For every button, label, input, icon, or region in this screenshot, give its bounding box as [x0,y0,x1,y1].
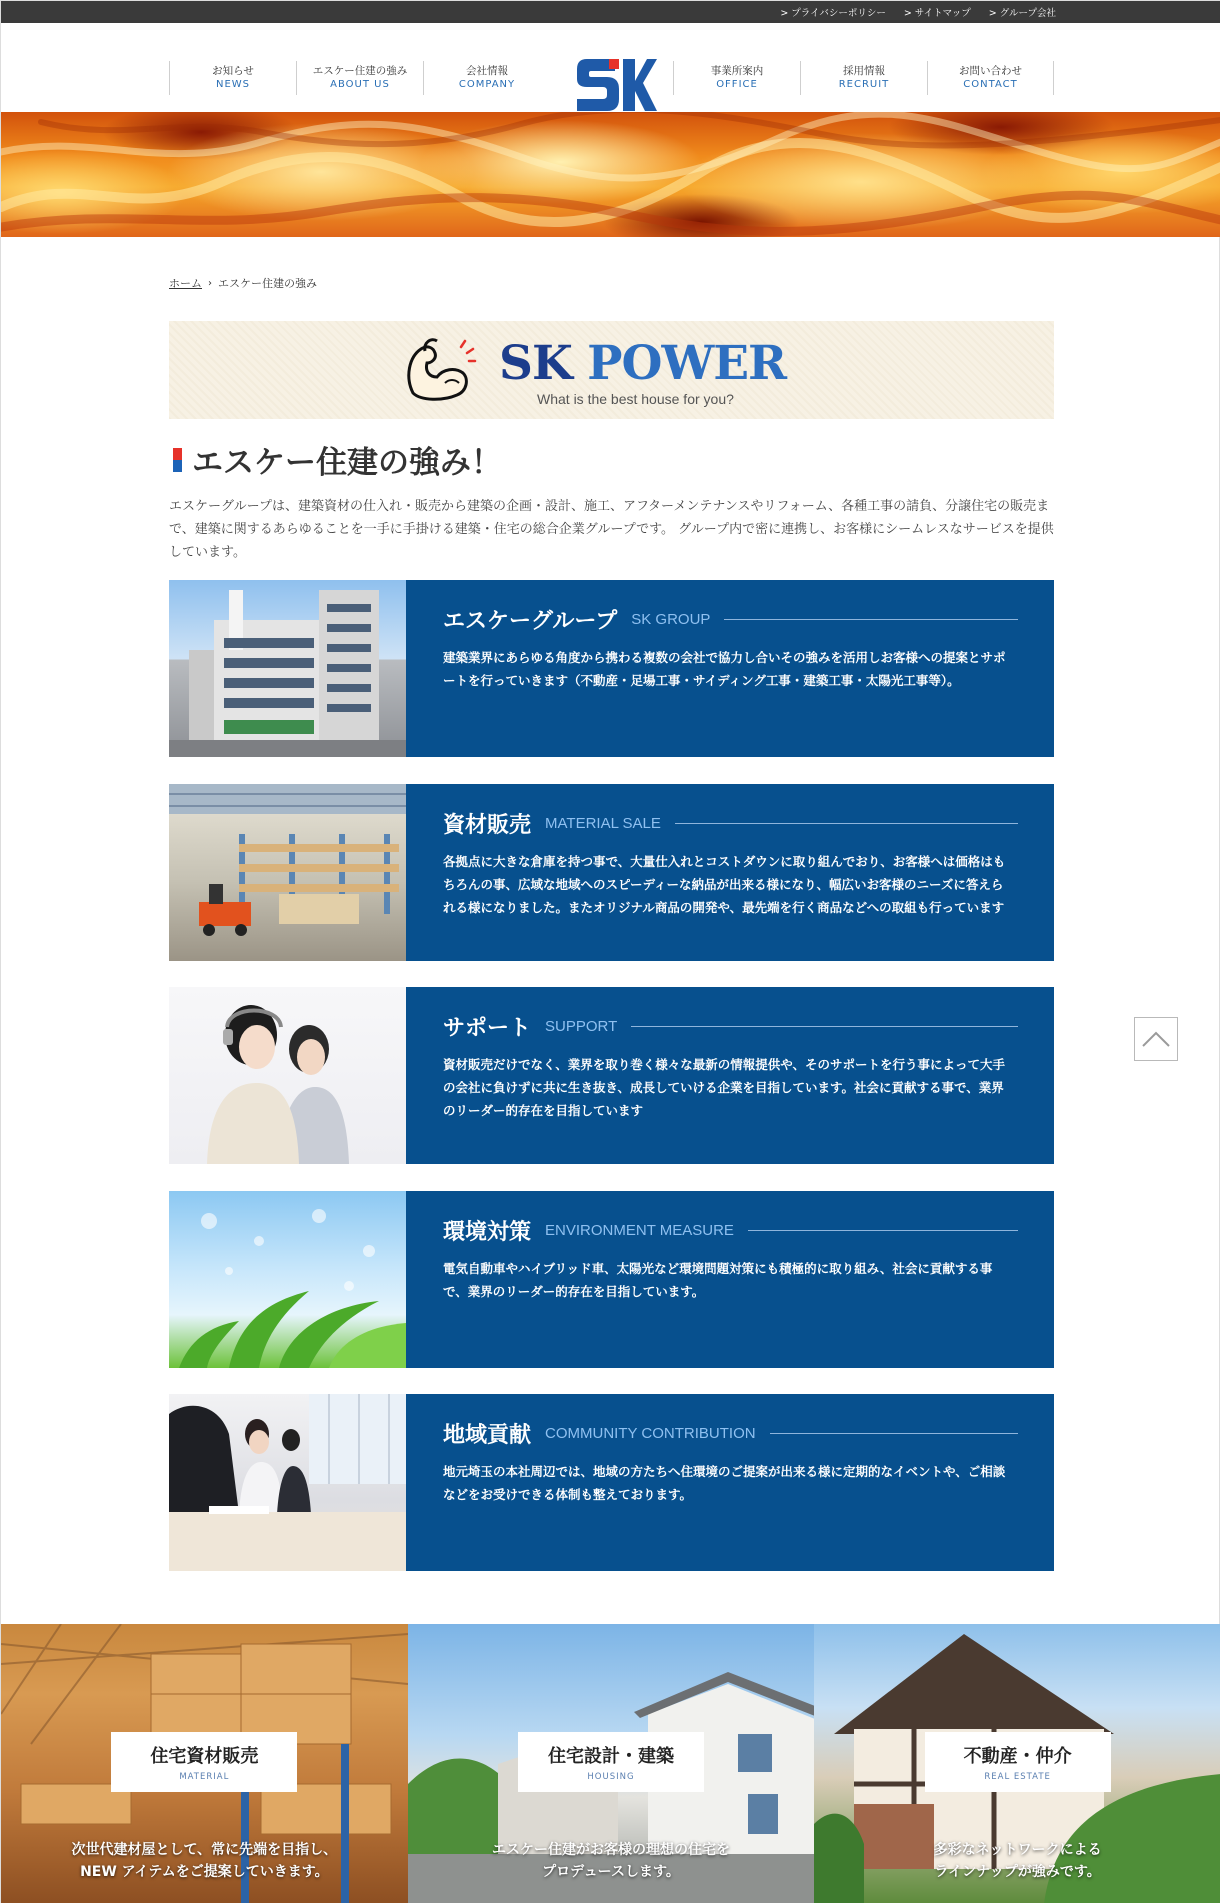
nav-office[interactable] [673,61,800,95]
panel-title: 住宅資材販売 [150,1746,259,1767]
power-title-power: POWER [587,336,787,391]
feature-body: 地元埼玉の本社周辺では、地域の方たちへ住環境のご提案が出来る様に定期的なイベントや、ご相談などをお受けできる体制も整えております。 [443,1464,1006,1502]
intro-text: エスケーグループは、建築資材の仕入れ・販売から建築の企画・設計、施工、アフターメンテナンスやリフォーム、各種工事の請負、分譲住宅の販売まで、建築に関するあらゆることを一手に手掛ける建築・住宅の総合企業グループです。 グループ内で密に連携し、お客様にシームレスなサービスを提供しています。 [169,499,1054,560]
panel-material[interactable] [1,1624,408,1903]
panel-subtitle: MATERIAL [179,1772,230,1782]
panel-title: 住宅設計・建築 [547,1746,674,1767]
nav-news[interactable] [169,61,296,95]
feature-panel [406,1191,1054,1368]
nav-sublabel: NEWS [215,79,251,90]
hero-fire-banner [1,112,1220,237]
feature-title: 地域貢献 [443,1422,532,1448]
breadcrumb-current: エスケー住建の強み [218,277,317,290]
feature-body: 各拠点に大きな倉庫を持つ事で、大量仕入れとコストダウンに取り組んでおり、お客様へは価格はもちろんの事、広域な地域へのスピーディーな納品が出来る様になり、幅広いお客様のニーズに答えられる様になりました。またオリジナル商品の開発や、最先端を行く商品などへの取組も行っています [443,854,1006,915]
main-nav-left [169,61,550,95]
panel-title: 不動産・仲介 [963,1746,1072,1767]
sk-logo[interactable] [573,53,657,121]
feature-panel [406,987,1054,1164]
nav-label: お問い合わせ [959,65,1022,77]
call-center-operators-photo [169,987,406,1164]
site-header [1,23,1220,112]
feature-divider [748,1230,1018,1231]
sk-power-banner [169,321,1054,419]
panel-caption [814,1839,1220,1883]
nav-about-us[interactable] [296,61,423,95]
nav-sublabel: RECRUIT [838,79,890,90]
nav-label: 事業所案内 [710,65,764,77]
flame-texture [1,112,1220,237]
panel-caption-line: 多彩なネットワークによる [933,1842,1102,1858]
sitemap-link[interactable]: > サイトマップ [903,8,971,19]
nav-contact[interactable] [927,61,1054,95]
warehouse-forklift-photo [169,784,406,961]
nav-label: 会社情報 [466,65,508,77]
feature-subtitle: ENVIRONMENT MEASURE [545,1221,734,1239]
service-panels [1,1624,1220,1903]
green-leaves-water-photo [169,1191,406,1368]
panel-caption [408,1839,815,1883]
nav-sublabel: OFFICE [716,79,758,90]
power-title [499,336,787,391]
nav-label: 採用情報 [843,65,885,77]
feature-divider [770,1433,1018,1434]
power-subtitle: What is the best house for you? [537,391,734,407]
nav-label: お知らせ [212,65,254,77]
nav-company[interactable] [423,61,550,95]
nav-recruit[interactable] [800,61,927,95]
feature-material-sale [169,784,1054,961]
feature-divider [675,823,1018,824]
feature-body: 電気自動車やハイブリッド車、太陽光など環境問題対策にも積極的に取り組み、社会に貢献する事で、業界のリーダー的存在を目指しています。 [443,1261,993,1299]
feature-title: 資材販売 [443,812,532,838]
chevron-up-icon [1141,1030,1171,1048]
feature-support [169,987,1054,1164]
power-title-sk: SK [499,336,572,391]
feature-body: 建築業界にあらゆる角度から携わる複数の会社で協力し合いその強みを活用しお客様への提案とサポートを行っていきます（不動産・足場工事・サイディング工事・建築工事・太陽光工事等）。 [443,650,1006,688]
panel-caption-line: NEW アイテムをご提案していきます。 [80,1864,329,1880]
feature-divider [724,619,1018,620]
breadcrumb-separator: › [208,277,212,289]
panel-caption-line: エスケー住建がお客様の理想の住宅を [491,1842,730,1858]
panel-subtitle: REAL ESTATE [984,1772,1051,1782]
panel-subtitle: HOUSING [587,1772,635,1782]
panel-caption [1,1839,408,1883]
feature-panel [406,580,1054,757]
feature-subtitle: SK GROUP [631,610,711,628]
feature-title: サポート [443,1015,532,1041]
panel-label [925,1732,1111,1792]
flexed-arm-icon [403,333,479,405]
business-meeting-photo [169,1394,406,1571]
main-nav-right [673,61,1054,95]
nav-sublabel: CONTACT [963,79,1018,90]
panel-caption-line: プロデュースします。 [542,1864,680,1880]
feature-divider [631,1026,1018,1027]
panel-label [111,1732,297,1792]
feature-title: エスケーグループ [443,608,618,634]
panel-housing[interactable] [408,1624,815,1903]
feature-community [169,1394,1054,1571]
page-title: エスケー住建の強み！ [192,445,502,481]
page-heading [173,437,502,482]
group-companies-link[interactable]: > グループ会社 [988,8,1056,19]
feature-subtitle: MATERIAL SALE [545,814,661,832]
feature-panel [406,1394,1054,1571]
feature-panel [406,784,1054,961]
utility-bar [1,1,1220,23]
office-building-photo [169,580,406,757]
feature-subtitle: SUPPORT [545,1017,618,1035]
nav-label: エスケー住建の強み [312,65,408,77]
feature-body: 資材販売だけでなく、業界を取り巻く様々な最新の情報提供や、そのサポートを行う事によって大手の会社に負けずに共に生き抜き、成長していける企業を目指しています。社会に貢献する事で、業界のリーダー的存在を目指しています [443,1057,1006,1118]
breadcrumb-home-link[interactable]: ホーム [169,277,202,290]
nav-sublabel: COMPANY [458,79,516,90]
feature-title: 環境対策 [443,1219,532,1245]
panel-caption-line: ラインナップが強みです。 [934,1864,1101,1880]
panel-caption-line: 次世代建材屋として、常に先端を目指し、 [71,1842,338,1858]
privacy-policy-link[interactable]: > プライバシーポリシー [780,8,886,19]
panel-label [518,1732,704,1792]
panel-real-estate[interactable] [814,1624,1220,1903]
back-to-top-button[interactable] [1134,1017,1178,1061]
heading-mark-icon [173,448,182,472]
feature-environment [169,1191,1054,1368]
feature-subtitle: COMMUNITY CONTRIBUTION [545,1424,756,1442]
nav-sublabel: ABOUT US [330,79,390,90]
feature-sk-group [169,580,1054,757]
breadcrumb [169,275,317,291]
